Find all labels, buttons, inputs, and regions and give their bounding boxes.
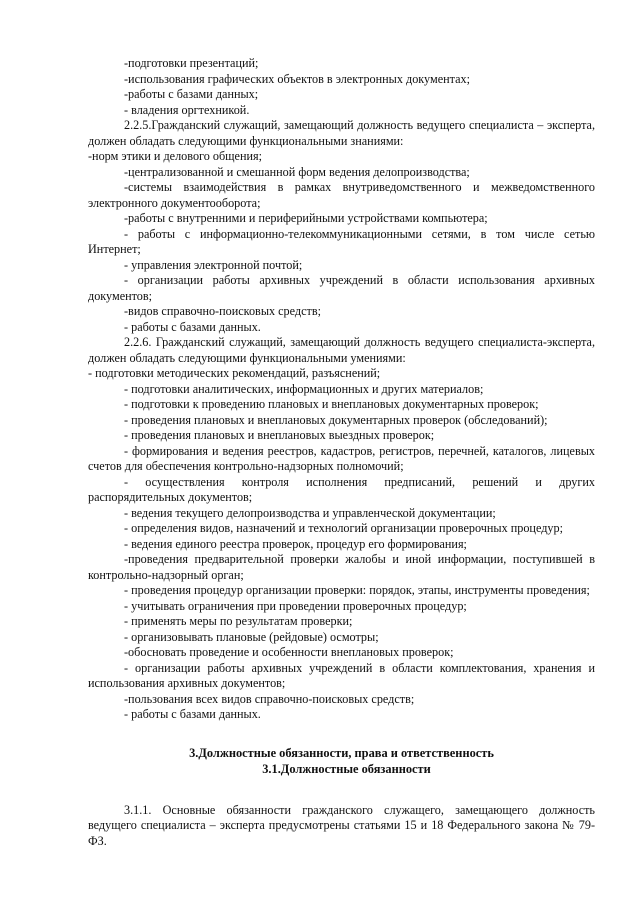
text-line: -проведения предварительной проверки жалобы и иной информации, поступившей в контрольно-надзорный орган; bbox=[88, 552, 595, 582]
document-page bbox=[88, 56, 595, 849]
text-line: - проведения процедур организации проверки: порядок, этапы, инструменты проведения; bbox=[124, 583, 590, 597]
paragraph-3-1-1: 3.1.1. Основные обязанности гражданского служащего, замещающего должность ведущего специалиста – эксперта предусмотрены статьями 15 и 18 Федерального закона № 79-ФЗ. bbox=[88, 802, 595, 848]
text-line: - управления электронной почтой; bbox=[124, 257, 303, 272]
text-line: -работы с базами данных; bbox=[124, 87, 259, 101]
text-line: -подготовки презентаций; bbox=[124, 56, 259, 70]
text-line: - подготовки к проведению плановых и внеплановых документарных проверок; bbox=[124, 397, 539, 411]
text-line: 2.2.6. Гражданский служащий, замещающий должность ведущего специалиста-эксперта, должен обладать следующими функциональными умениями: bbox=[88, 335, 595, 365]
text-line: 2.2.5.Гражданский служащий, замещающий должность ведущего специалиста – эксперта, должен обладать следующими функциональными знаниями: bbox=[88, 118, 595, 148]
text-line: - проведения плановых и внеплановых выездных проверок; bbox=[124, 428, 435, 442]
text-line: -обосновать проведение и особенности внеплановых проверок; bbox=[124, 645, 454, 659]
text-line: - подготовки методических рекомендаций, разъяснений; bbox=[88, 366, 381, 380]
text-line: - владения оргтехникой. bbox=[124, 102, 250, 117]
text-line: - формирования и ведения реестров, кадастров, регистров, перечней, каталогов, лицевых счетов для обеспечения контрольно-надзорных полномочий; bbox=[88, 443, 595, 473]
text-line: - применять меры по результатам проверки; bbox=[124, 614, 353, 628]
text-line: - учитывать ограничения при проведении проверочных процедур; bbox=[124, 598, 467, 613]
text-line: - проведения плановых и внеплановых документарных проверок (обследований); bbox=[124, 412, 548, 427]
text-line: - работы с базами данных. bbox=[124, 319, 261, 334]
text-line: -системы взаимодействия в рамках внутриведомственного и межведомственного электронного документооборота; bbox=[88, 180, 595, 210]
text-line: -работы с внутренними и периферийными устройствами компьютера; bbox=[124, 211, 488, 225]
section-heading bbox=[88, 745, 595, 777]
text-line: -использования графических объектов в электронных документах; bbox=[124, 71, 470, 86]
text-line: - организации работы архивных учреждений в области комплектования, хранения и использования архивных документов; bbox=[88, 660, 595, 690]
text-line: - подготовки аналитических, информационных и других материалов; bbox=[124, 381, 484, 396]
text-line: - ведения текущего делопроизводства и управленческой документации; bbox=[124, 505, 496, 520]
text-line: - определения видов, назначений и технологий организации проверочных процедур; bbox=[124, 521, 563, 535]
text-line: -централизованной и смешанной форм ведения делопроизводства; bbox=[124, 164, 470, 179]
text-line: - осуществления контроля исполнения предписаний, решений и других распорядительных документов; bbox=[88, 474, 595, 504]
text-line: - работы с информационно-телекоммуникационными сетями, в том числе сетью Интернет; bbox=[88, 226, 595, 256]
text-line: -видов справочно-поисковых средств; bbox=[124, 304, 321, 318]
text-line: -норм этики и делового общения; bbox=[88, 149, 262, 163]
text-line: -пользования всех видов справочно-поисковых средств; bbox=[124, 691, 415, 706]
text-line: - организовывать плановые (рейдовые) осмотры; bbox=[124, 629, 379, 644]
text-line: - работы с базами данных. bbox=[124, 707, 261, 721]
subsection-title: 3.1.Должностные обязанности bbox=[262, 761, 431, 776]
body-text bbox=[88, 56, 595, 723]
section-title: 3.Должностные обязанности, права и ответственность bbox=[189, 745, 494, 760]
text-line: - ведения единого реестра проверок, процедур его формирования; bbox=[124, 536, 467, 551]
text-line: - организации работы архивных учреждений в области использования архивных документов; bbox=[88, 273, 595, 303]
